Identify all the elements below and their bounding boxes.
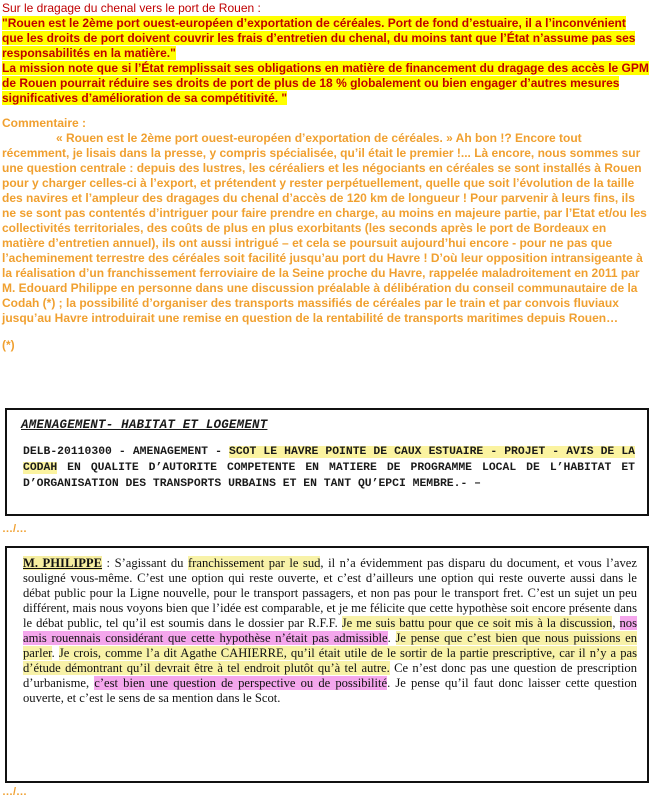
intro-title: Sur le dragage du chenal vers le port de Rouen : bbox=[2, 1, 261, 15]
agenda-section-title: AMENAGEMENT- HABITAT ET LOGEMENT bbox=[21, 418, 268, 432]
quote-part-1: "Rouen est le 2ème port ouest-européen d’exportation de céréales. Port de fond d’estuaire, il a l’inconvénient que les droits de port doivent couvrir les frais d’entretien du chenal, du moins tant que l’État n’assume pas ses responsabilités en la matière." bbox=[2, 16, 636, 60]
agenda-item-prefix: DELB-20110300 - AMENAGEMENT - bbox=[23, 446, 229, 458]
agenda-item-text bbox=[23, 444, 635, 492]
minutes-text bbox=[23, 556, 637, 706]
highlight-perspective: c’est bien une question de perspective ou de possibilité bbox=[94, 676, 388, 690]
quote-part-2: La mission note que si l’État remplissait ses obligations en matière de financement du dragage des accès le GPM de Rouen pourrait réduire ses droits de port de plus de 18 % globalement ou bien engager d’autres mesures significatives d’amélioration de sa compétitivité. " bbox=[2, 61, 649, 105]
agenda-item-highlight: SCOT LE HAVRE POINTE DE CAUX ESTUAIRE - PROJET - AVIS DE LA CODAH bbox=[23, 446, 635, 474]
highlight-prescriptive: Je crois, comme l’a dit Agathe CAHIERRE, qu’il était utile de le sortir de la partie prescriptive, car il n’y a pas d’étude démontrant qu’il devrait être à tel endroit plutôt qu’à tel autre. bbox=[23, 646, 637, 675]
highlight-franchissement: franchissement par le sud bbox=[187, 556, 321, 570]
footnote-marker: (*) bbox=[2, 338, 15, 352]
agenda-item-suffix: EN QUALITE D’AUTORITE COMPETENTE EN MATIERE DE PROGRAMME LOCAL DE L’HABITAT ET D’ORGANISATION DES TRANSPORTS URBAINS ET EN TANT QU’EPCI MEMBRE.- – bbox=[23, 462, 635, 490]
highlight-discussion: Je me suis battu pour que ce soit mis à la discussion bbox=[341, 616, 613, 630]
commentary-heading: Commentaire : bbox=[2, 116, 87, 130]
ellipsis-1: …/… bbox=[2, 523, 28, 535]
minutes-text-run: . bbox=[51, 646, 59, 660]
council-minutes-excerpt bbox=[5, 546, 649, 783]
minutes-text-run: , bbox=[612, 616, 620, 630]
council-agenda-excerpt bbox=[5, 408, 649, 516]
minutes-text-run: . bbox=[387, 631, 396, 645]
highlight-rouennais: nos amis rouennais considérant que cette hypothèse n’était pas admissible bbox=[23, 616, 637, 645]
commentary-body: « Rouen est le 2ème port ouest-européen d’exportation de céréales. » Ah bon !? Encore tout récemment, je lisais dans la presse, y compris spécialisée, qu’il était le premier !... Là encore, nous sommes sur une question centrale : depuis des lustres, les céréaliers et les négociants en céréales se sont installés à Rouen pour y charger celles-ci à l’export, et prétendent y rester perpétuellement, quelle que soit l’évolution de la taille des navires et l’ampleur des dragages du chenal d’accès de 120 km de longueur ! Pour parvenir à leurs fins, ils ne se sont pas contentés d’intriguer pour faire prendre en charge, au moins en majeure partie, par l’Etat et/ou les collectivités territoriales, des coûts de plus en plus exorbitants (les seconds après le port de Bordeaux en matière d’entretien annuel), ils ont aussi intrigué – et cela se poursuit aujourd’hui encore - pour ne pas que l’acheminement terrestre des céréales soit facilité jusqu’au port du Havre ! D’où leur opposition intransigeante à la réalisation d’un franchissement ferroviaire de la Seine proche du Havre, rappelée maladroitement en 2011 par M. Edouard Philippe en personne dans une discussion préalable à délibération du conseil communautaire de la Codah (*) ; la possibilité d’organiser des transports massifiés de céréales par le train et par convois fluviaux jusqu’au Havre introduirait une remise en question de la rentabilité de transports maritimes depuis Rouen… bbox=[2, 131, 647, 325]
highlight-en-parler: Je pense que c’est bien que nous puissions en parler bbox=[23, 631, 638, 660]
minutes-text-run: Ce n’est donc pas une question de prescription d’urbanisme, bbox=[23, 661, 637, 690]
ellipsis-2: …/… bbox=[2, 786, 28, 798]
minutes-text-run: . Je pense qu’il faut donc laisser cette question ouverte, et c’est le sens de sa mention dans le Scot. bbox=[23, 676, 637, 705]
quote-block bbox=[2, 16, 650, 106]
minutes-text-run: , il n’a évidemment pas disparu du document, et vous l’avez souligné vous-même. C’est une option qui reste ouverte, et c’est d’ailleurs une option qui reste ouverte aussi dans le débat public pour la Ligne nouvelle, pour le transport passagers, et non pas pour le transport fret. C’est un sujet un peu différent, mais nous voyons bien que l’idée est comparable, et je me félicite que cette hypothèse soit encore présente dans le débat public, tel qu’il est soumis dans le dossier par R.F.F. bbox=[23, 556, 637, 630]
speaker-name: M. PHILIPPE bbox=[23, 556, 103, 570]
minutes-text-run: : S’agissant du bbox=[102, 556, 188, 570]
intro-section bbox=[2, 1, 650, 353]
